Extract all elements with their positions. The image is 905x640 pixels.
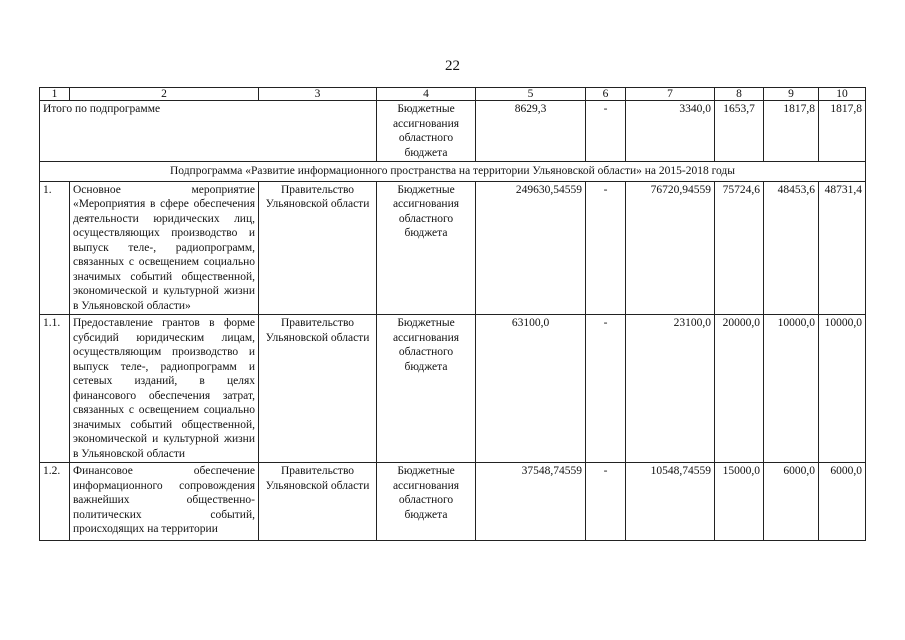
col-header: 5	[476, 88, 586, 101]
executor: Правительство Ульяновской области	[259, 463, 377, 541]
cell-2018: 6000,0	[819, 463, 866, 541]
col-header: 7	[626, 88, 715, 101]
cell-2018: 10000,0	[819, 315, 866, 463]
cell-2015: 10548,74559	[626, 463, 715, 541]
cell-2017: 10000,0	[764, 315, 819, 463]
cell-total: 37548,74559	[476, 463, 586, 541]
cell-total: 63100,0	[476, 315, 586, 463]
col-header: 9	[764, 88, 819, 101]
funding-source: Бюджетные ассигнования областного бюджета	[377, 463, 476, 541]
activity-name-text: Финансовое обеспечение информационного сопровождения важнейших общественно-политических событий, происходящих на территории	[73, 465, 255, 535]
cell-2016: 75724,6	[715, 181, 764, 315]
cell-total: 249630,54559	[476, 181, 586, 315]
activity-name	[70, 463, 259, 541]
cell-2018: 48731,4	[819, 181, 866, 315]
column-number-row	[40, 88, 866, 101]
cell-2014: -	[586, 181, 626, 315]
cell-2016: 1653,7	[715, 101, 764, 162]
subprogram-title: Подпрограмма «Развитие информационного пространства на территории Ульяновской области» на 2015-2018 годы	[40, 162, 866, 182]
row-number: 1.	[40, 181, 70, 315]
subprogram-row	[40, 162, 866, 182]
budget-table	[39, 87, 866, 541]
cell-2017: 6000,0	[764, 463, 819, 541]
cell-2016: 15000,0	[715, 463, 764, 541]
row-number: 1.2.	[40, 463, 70, 541]
col-header: 10	[819, 88, 866, 101]
col-header: 1	[40, 88, 70, 101]
executor: Правительство Ульяновской области	[259, 181, 377, 315]
activity-name: Основное мероприятие «Мероприятия в сфере обеспечения деятельности юридических лиц, осуществляющих производство и выпуск теле-, радиопрограмм, связанных с освещением социально значимых событий общественной, экономической и культурной жизни в Ульяновской области»	[70, 181, 259, 315]
executor: Правительство Ульяновской области	[259, 315, 377, 463]
col-header: 4	[377, 88, 476, 101]
cell-2014: -	[586, 315, 626, 463]
col-header: 3	[259, 88, 377, 101]
cell-2018: 1817,8	[819, 101, 866, 162]
table-row	[40, 181, 866, 315]
funding-source: Бюджетные ассигнования областного бюджета	[377, 315, 476, 463]
activity-name: Предоставление грантов в форме субсидий юридическим лицам, осуществляющим производство и выпуск теле-, радиопрограмм и сетевых изданий, в целях финансового обеспечения затрат, связанных с освещением социально значимых событий общественной, экономической и культурной жизни в Ульяновской области	[70, 315, 259, 463]
cell-2017: 48453,6	[764, 181, 819, 315]
total-label: Итого по подпрограмме	[40, 101, 377, 162]
table-row	[40, 463, 866, 541]
cell-total: 8629,3	[476, 101, 586, 162]
cell-2014: -	[586, 101, 626, 162]
cell-2017: 1817,8	[764, 101, 819, 162]
cell-2015: 3340,0	[626, 101, 715, 162]
table-row	[40, 315, 866, 463]
cell-2014: -	[586, 463, 626, 541]
row-number: 1.1.	[40, 315, 70, 463]
funding-source: Бюджетные ассигнования областного бюджета	[377, 181, 476, 315]
total-row	[40, 101, 866, 162]
cell-2015: 23100,0	[626, 315, 715, 463]
funding-source: Бюджетные ассигнования областного бюджета	[377, 101, 476, 162]
page-number: 22	[445, 58, 460, 74]
cell-2016: 20000,0	[715, 315, 764, 463]
col-header: 6	[586, 88, 626, 101]
col-header: 2	[70, 88, 259, 101]
cell-2015: 76720,94559	[626, 181, 715, 315]
col-header: 8	[715, 88, 764, 101]
